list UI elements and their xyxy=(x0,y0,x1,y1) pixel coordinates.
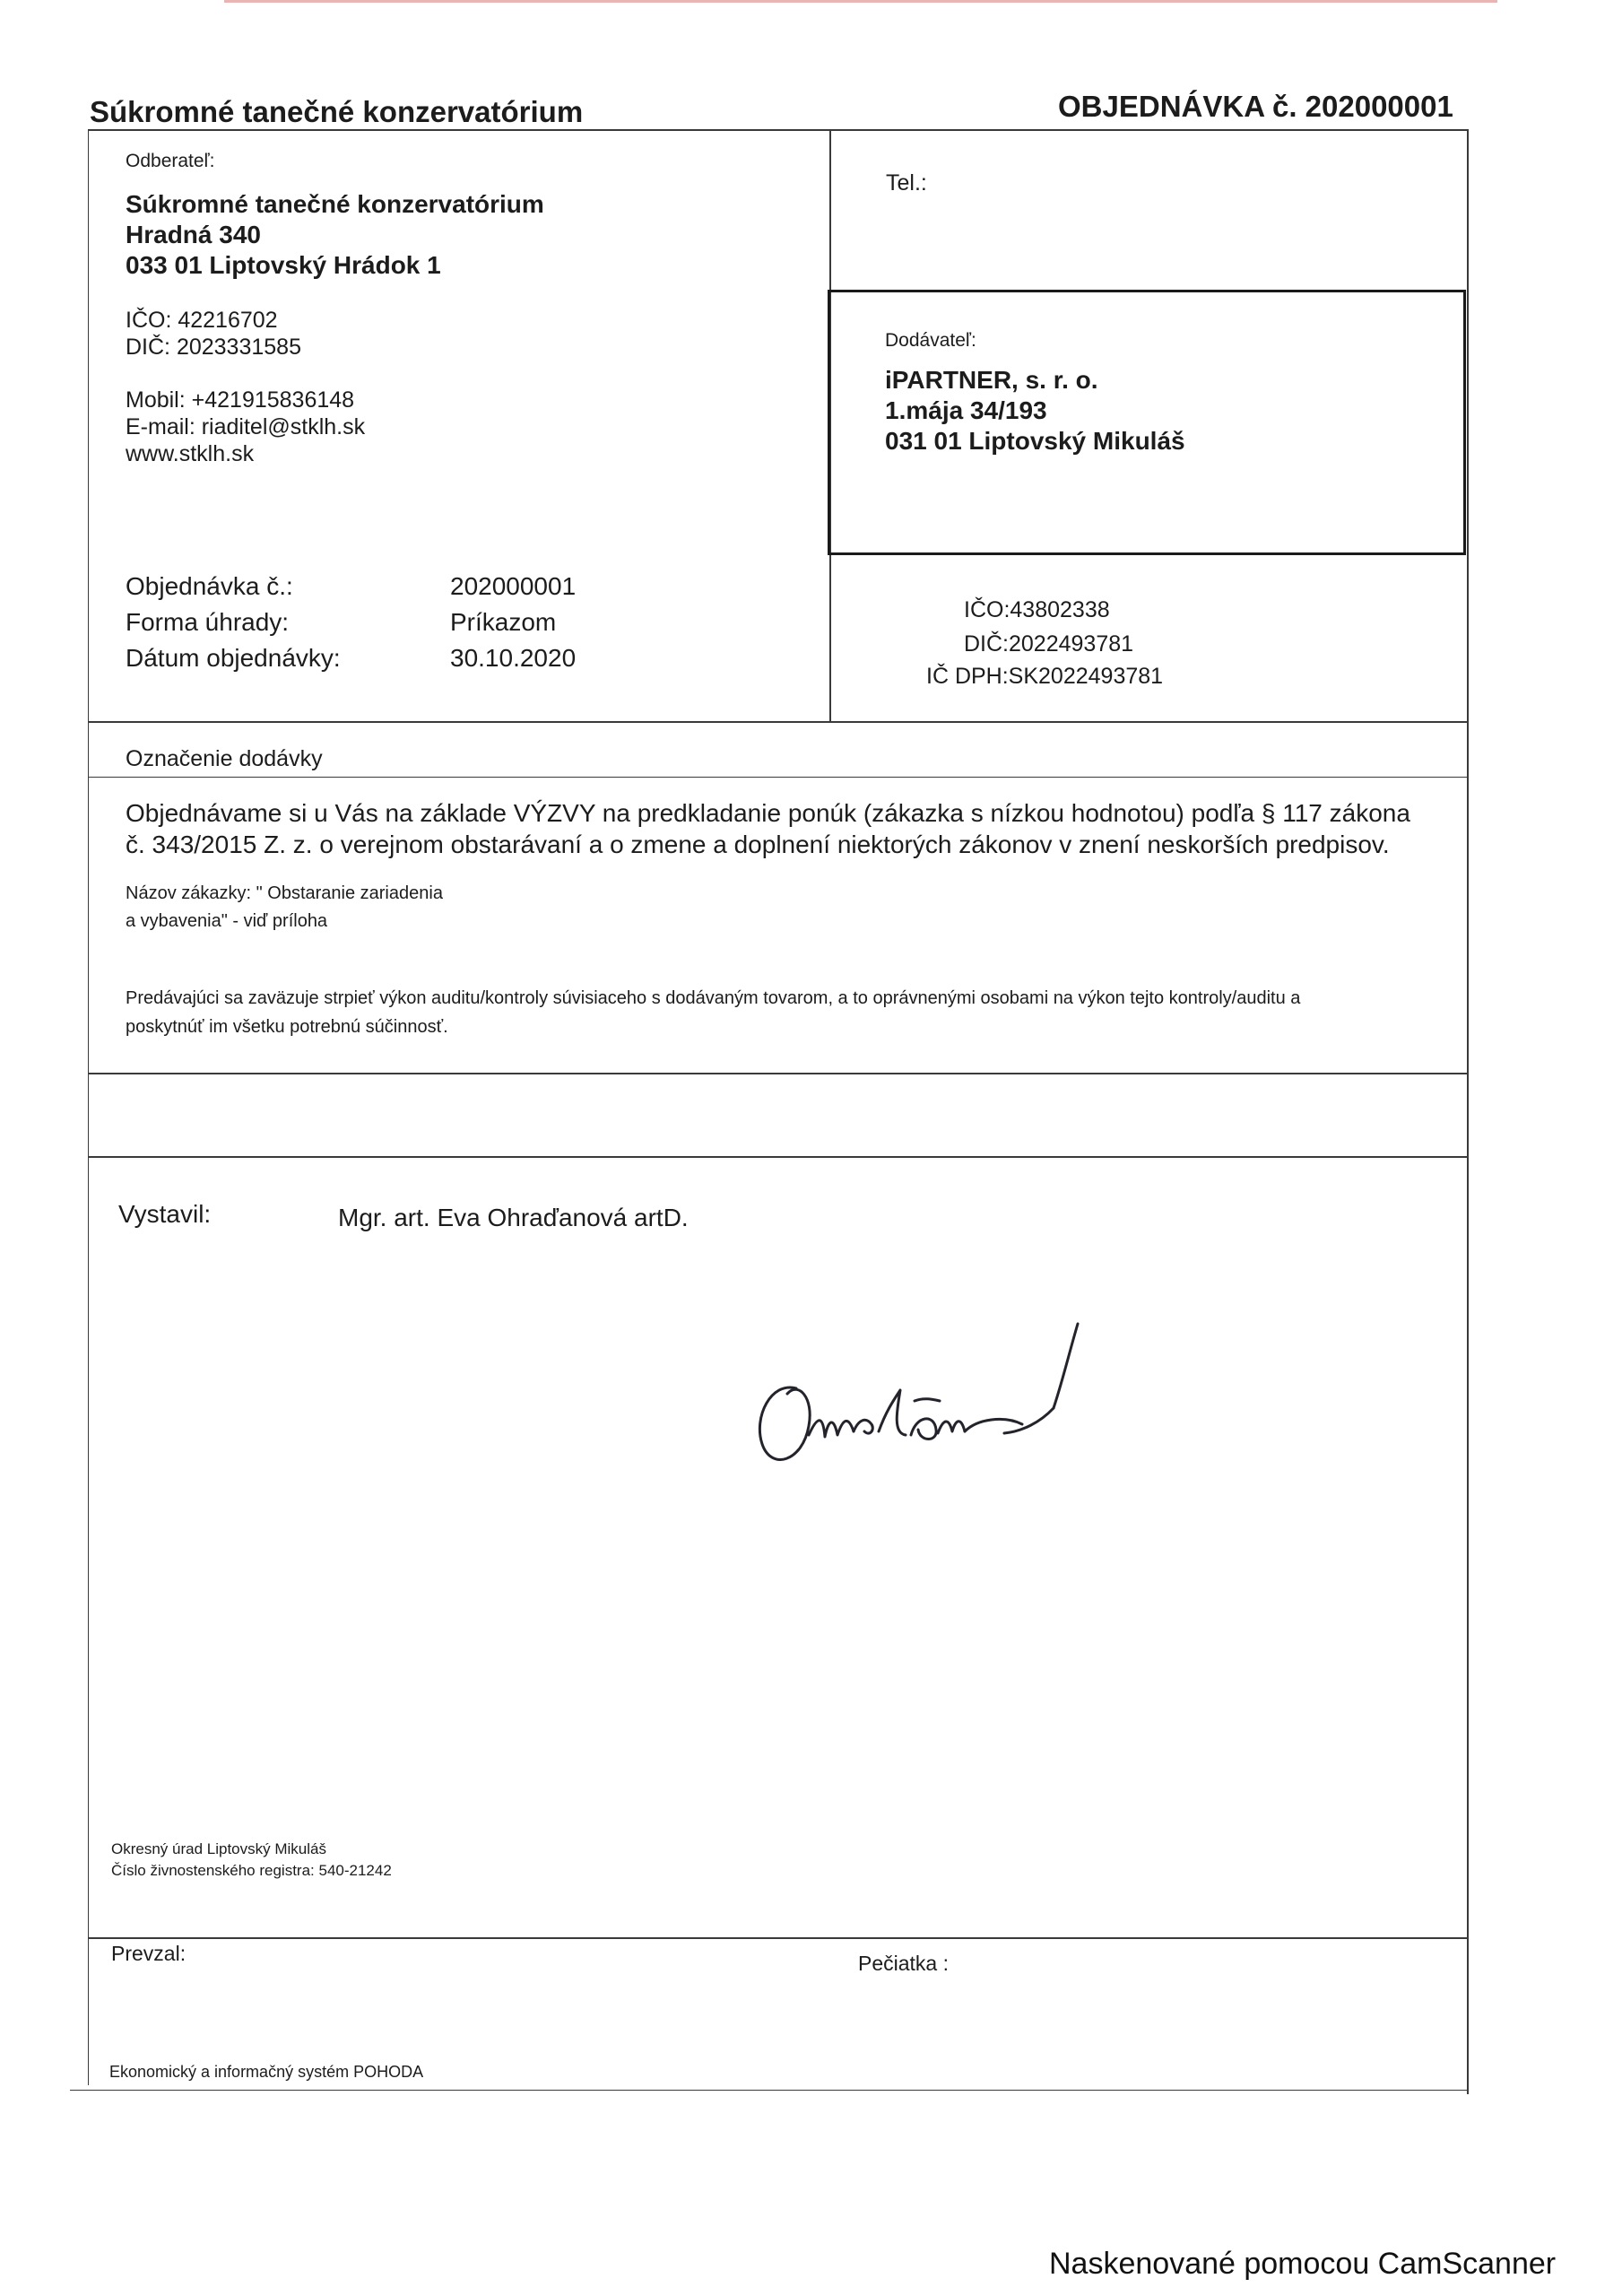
delivery-label: Označenie dodávky xyxy=(126,746,323,771)
date-value: 30.10.2020 xyxy=(450,644,577,672)
supplier-dic: DIČ:2022493781 xyxy=(964,631,1134,657)
scanner-watermark: Naskenované pomocou CamScanner xyxy=(1049,2247,1557,2281)
audit-clause-line2: poskytnúť im všetku potrebnú súčinnosť. xyxy=(126,1017,448,1037)
header-divider xyxy=(88,129,1469,131)
empty-box-bottom xyxy=(88,1156,1469,1158)
issuer-name: Mgr. art. Eva Ohraďanová artD. xyxy=(338,1204,689,1231)
payment-label: Forma úhrady: xyxy=(126,608,290,636)
bottom-divider xyxy=(70,2090,1469,2091)
buyer-email: E-mail: riaditel@stklh.sk xyxy=(126,414,366,439)
buyer-web: www.stklh.sk xyxy=(126,441,255,466)
supplier-city: 031 01 Liptovský Mikuláš xyxy=(885,427,1185,455)
buyer-ico: IČO: 42216702 xyxy=(126,308,278,333)
registry-line1: Okresný úrad Liptovský Mikuláš xyxy=(111,1840,326,1857)
stamp-label: Pečiatka : xyxy=(858,1952,949,1975)
supplier-icdph: IČ DPH:SK2022493781 xyxy=(926,664,1164,689)
buyer-label: Odberateľ: xyxy=(126,151,215,171)
date-label: Dátum objednávky: xyxy=(126,644,341,672)
frame-left xyxy=(88,130,89,2085)
audit-clause-line1: Predávajúci sa zaväzuje strpieť výkon auditu/kontroly súvisiaceho s dodávaným tovarom, a to oprávnenými osobami na výkon tejto kontroly/auditu a xyxy=(126,988,1301,1008)
frame-right xyxy=(1467,130,1469,2094)
contract-name-line2: a vybavenia" - viď príloha xyxy=(126,911,328,931)
order-info-divider xyxy=(88,721,1469,723)
supplier-street: 1.mája 34/193 xyxy=(885,396,1047,424)
received-label: Prevzal: xyxy=(111,1942,186,1965)
buyer-dic: DIČ: 2023331585 xyxy=(126,335,301,360)
issuer-label: Vystavil: xyxy=(118,1200,212,1228)
signature-image xyxy=(735,1318,1148,1480)
order-number-label: Objednávka č.: xyxy=(126,572,293,600)
supplier-name: iPARTNER, s. r. o. xyxy=(885,366,1098,394)
buyer-city: 033 01 Liptovský Hrádok 1 xyxy=(126,251,441,279)
delivery-text-line1: Objednávame si u Vás na základe VÝZVY na predkladanie ponúk (zákazka s nízkou hodnotou) podľa § 117 zákona xyxy=(126,799,1410,827)
empty-box-top xyxy=(88,1073,1469,1074)
delivery-divider xyxy=(88,777,1469,778)
system-label: Ekonomický a informačný systém POHODA xyxy=(109,2063,424,2081)
scan-edge-mark xyxy=(224,0,1497,3)
order-title: OBJEDNÁVKA č. 202000001 xyxy=(1058,90,1453,123)
buyer-name: Súkromné tanečné konzervatórium xyxy=(126,190,544,218)
registry-divider xyxy=(88,1937,1469,1939)
company-header: Súkromné tanečné konzervatórium xyxy=(90,95,584,128)
delivery-text-line2: č. 343/2015 Z. z. o verejnom obstarávaní a o zmene a doplnení niektorých zákonov v znení neskorších predpisov. xyxy=(126,831,1390,858)
registry-line2: Číslo živnostenského registra: 540-21242 xyxy=(111,1862,392,1879)
phone-label: Tel.: xyxy=(886,170,927,196)
supplier-label: Dodávateľ: xyxy=(885,330,976,351)
buyer-street: Hradná 340 xyxy=(126,221,261,248)
supplier-ico: IČO:43802338 xyxy=(964,597,1110,622)
order-number-value: 202000001 xyxy=(450,572,577,600)
payment-value: Príkazom xyxy=(450,608,557,636)
buyer-mobile: Mobil: +421915836148 xyxy=(126,387,355,413)
contract-name-line1: Názov zákazky: " Obstaranie zariadenia xyxy=(126,883,443,903)
